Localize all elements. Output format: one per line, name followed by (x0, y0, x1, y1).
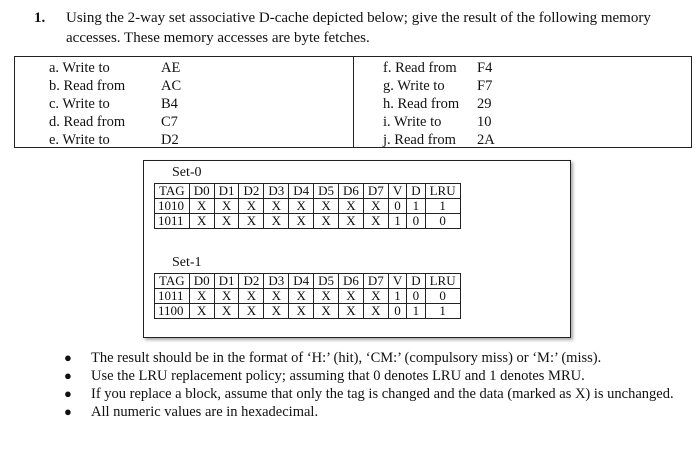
data-cell: X (264, 289, 289, 304)
set-1-table (154, 273, 461, 319)
set-0-label: Set-0 (172, 165, 202, 180)
tag-cell: 1100 (155, 304, 190, 319)
access-item (49, 131, 181, 149)
header-cell: D7 (363, 274, 388, 289)
header-cell: D (407, 184, 425, 199)
access-address: AE (161, 60, 181, 76)
access-address: C7 (161, 114, 178, 130)
bullet-icon: ● (64, 368, 72, 383)
header-cell: D0 (189, 184, 214, 199)
header-cell: D2 (239, 274, 264, 289)
header-cell: D6 (339, 184, 364, 199)
header-cell: V (388, 184, 406, 199)
data-cell: X (239, 214, 264, 229)
access-column-right (383, 59, 495, 149)
header-cell: D7 (363, 184, 388, 199)
data-cell: X (289, 304, 314, 319)
column-divider (353, 57, 354, 147)
header-cell: LRU (425, 274, 460, 289)
data-cell: X (214, 199, 239, 214)
access-item (49, 95, 181, 113)
note-text: All numeric values are in hexadecimal. (91, 404, 319, 420)
lru-cell: 1 (425, 304, 460, 319)
access-op: a. Write to (49, 60, 110, 76)
access-op: d. Read from (49, 114, 126, 130)
dirty-cell: 0 (407, 289, 425, 304)
access-address: D2 (161, 132, 179, 148)
header-row (155, 184, 461, 199)
data-cell: X (264, 214, 289, 229)
access-address: F7 (477, 78, 493, 94)
lru-cell: 1 (425, 199, 460, 214)
bullet-icon: ● (64, 350, 72, 365)
header-cell: D1 (214, 274, 239, 289)
data-cell: X (339, 214, 364, 229)
data-cell: X (289, 214, 314, 229)
dirty-cell: 1 (407, 304, 425, 319)
header-cell: D2 (239, 184, 264, 199)
data-cell: X (314, 199, 339, 214)
access-item (49, 59, 181, 77)
header-cell: D1 (214, 184, 239, 199)
access-address: 29 (477, 96, 492, 112)
access-address: B4 (161, 96, 178, 112)
valid-cell: 0 (388, 199, 406, 214)
header-cell: TAG (155, 184, 190, 199)
dirty-cell: 0 (407, 214, 425, 229)
header-cell: D5 (314, 184, 339, 199)
set-1-label: Set-1 (172, 255, 202, 270)
data-cell: X (214, 214, 239, 229)
header-cell: D (407, 274, 425, 289)
data-cell: X (314, 304, 339, 319)
list-item (58, 349, 686, 367)
table-row (155, 304, 461, 319)
access-item (383, 95, 495, 113)
header-cell: V (388, 274, 406, 289)
table-row (155, 289, 461, 304)
list-item (58, 385, 686, 403)
tag-cell: 1011 (155, 214, 190, 229)
access-item (383, 59, 495, 77)
set-0-table (154, 183, 461, 229)
cache-diagram (143, 160, 571, 338)
access-op: b. Read from (49, 78, 126, 94)
access-item (49, 113, 181, 131)
data-cell: X (289, 289, 314, 304)
access-address: 10 (477, 114, 492, 130)
data-cell: X (189, 199, 214, 214)
data-cell: X (264, 199, 289, 214)
instruction-notes (58, 349, 686, 421)
access-column-left (49, 59, 181, 149)
access-item (383, 113, 495, 131)
header-cell: LRU (425, 184, 460, 199)
question-number: 1. (34, 10, 46, 26)
access-address: AC (161, 78, 182, 94)
data-cell: X (314, 214, 339, 229)
header-cell: TAG (155, 274, 190, 289)
data-cell: X (239, 289, 264, 304)
table-row (155, 214, 461, 229)
access-address: F4 (477, 60, 493, 76)
access-op: c. Write to (49, 96, 110, 112)
access-op: g. Write to (383, 78, 445, 94)
valid-cell: 1 (388, 289, 406, 304)
access-op: j. Read from (383, 132, 456, 148)
data-cell: X (339, 289, 364, 304)
valid-cell: 1 (388, 214, 406, 229)
data-cell: X (214, 304, 239, 319)
tag-cell: 1010 (155, 199, 190, 214)
data-cell: X (189, 304, 214, 319)
header-cell: D3 (264, 184, 289, 199)
access-item (383, 131, 495, 149)
note-text: If you replace a block, assume that only the tag is changed and the data (marked as X) is unchanged. (91, 386, 674, 402)
access-op: h. Read from (383, 96, 460, 112)
data-cell: X (239, 304, 264, 319)
memory-access-list (14, 56, 692, 148)
header-cell: D4 (289, 274, 314, 289)
header-cell: D5 (314, 274, 339, 289)
dirty-cell: 1 (407, 199, 425, 214)
header-cell: D3 (264, 274, 289, 289)
access-item (49, 77, 181, 95)
note-text: Use the LRU replacement policy; assuming that 0 denotes LRU and 1 denotes MRU. (91, 368, 585, 384)
access-address: 2A (477, 132, 495, 148)
data-cell: X (239, 199, 264, 214)
access-item (383, 77, 495, 95)
bullet-icon: ● (64, 386, 72, 401)
data-cell: X (363, 214, 388, 229)
lru-cell: 0 (425, 214, 460, 229)
data-cell: X (189, 214, 214, 229)
table-row (155, 199, 461, 214)
data-cell: X (363, 304, 388, 319)
lru-cell: 0 (425, 289, 460, 304)
list-item (58, 367, 686, 385)
tag-cell: 1011 (155, 289, 190, 304)
valid-cell: 0 (388, 304, 406, 319)
note-text: The result should be in the format of ‘H:’ (hit), ‘CM:’ (compulsory miss) or ‘M:’ (miss). (91, 350, 602, 366)
data-cell: X (363, 289, 388, 304)
access-op: i. Write to (383, 114, 442, 130)
question (34, 8, 690, 48)
access-op: f. Read from (383, 60, 457, 76)
header-cell: D6 (339, 274, 364, 289)
access-op: e. Write to (49, 132, 110, 148)
header-cell: D0 (189, 274, 214, 289)
data-cell: X (363, 199, 388, 214)
bullet-icon: ● (64, 404, 72, 419)
header-cell: D4 (289, 184, 314, 199)
data-cell: X (214, 289, 239, 304)
data-cell: X (339, 304, 364, 319)
data-cell: X (314, 289, 339, 304)
header-row (155, 274, 461, 289)
data-cell: X (339, 199, 364, 214)
question-text: Using the 2-way set associative D-cache depicted below; give the result of the following memory accesses. These memory accesses are byte fetches. (66, 10, 651, 46)
data-cell: X (189, 289, 214, 304)
data-cell: X (289, 199, 314, 214)
list-item (58, 403, 686, 421)
data-cell: X (264, 304, 289, 319)
